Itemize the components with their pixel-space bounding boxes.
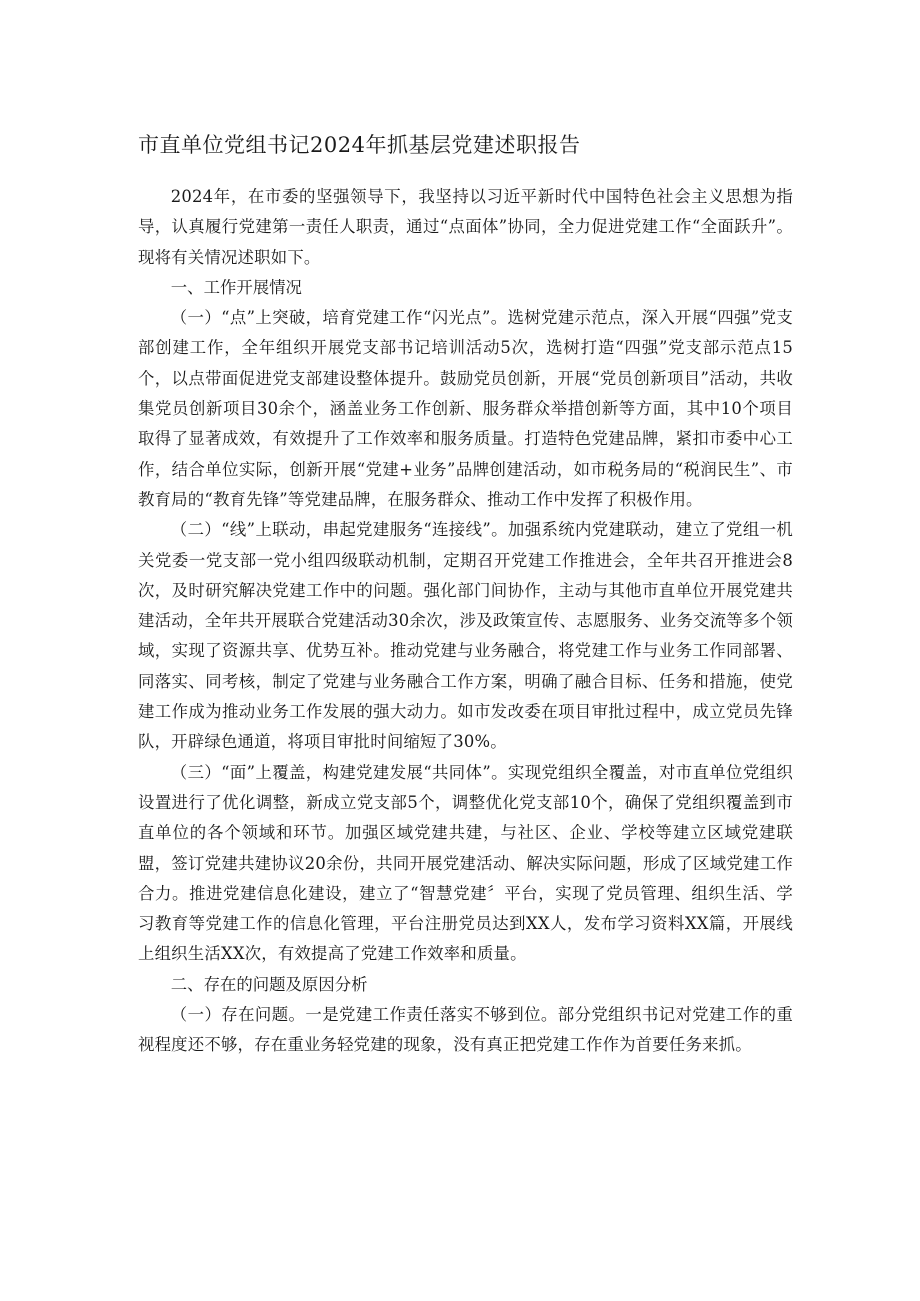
document-page [138,128,793,1061]
paragraph-line-linkage: （二）“线”上联动，串起党建服务“连接线”。加强系统内党建联动，建立了党组一机关党委一党支部一党小组四级联动机制，定期召开党建工作推进会，全年共召开推进会8次，及时研究解决党建工作中的问题。强化部门间协作，主动与其他市直单位开展党建共建活动，全年共开展联合党建活动30余次，涉及政策宣传、志愿服务、业务交流等多个领域，实现了资源共享、优势互补。推动党建与业务融合，将党建工作与业务工作同部署、同落实、同考核，制定了党建与业务融合工作方案，明确了融合目标、任务和措施，使党建工作成为推动业务工作发展的强大动力。如市发改委在项目审批过程中，成立党员先锋队，开辟绿色通道，将项目审批时间缩短了30%。 [138,520,793,752]
intro-paragraph: 2024年，在市委的坚强领导下，我坚持以习近平新时代中国特色社会主义思想为指导，认真履行党建第一责任人职责，通过“点面体”协同，全力促进党建工作“全面跃升”。现将有关情况述职如下。 [138,187,793,267]
paragraph-existing-problems: （一）存在问题。一是党建工作责任落实不够到位。部分党组织书记对党建工作的重视程度还不够，存在重业务轻党建的现象，没有真正把党建工作作为首要任务来抓。 [138,1005,793,1055]
paragraph-point-breakthrough: （一）“点”上突破，培育党建工作“闪光点”。选树党建示范点，深入开展“四强”党支部创建工作，全年组织开展党支部书记培训活动5次，选树打造“四强”党支部示范点15个，以点带面促进党支部建设整体提升。鼓励党员创新，开展“党员创新项目”活动，共收集党员创新项目30余个，涵盖业务工作创新、服务群众举措创新等方面，其中10个项目取得了显著成效，有效提升了工作效率和服务质量。打造特色党建品牌，紧扣市委中心工作，结合单位实际，创新开展“党建+业务”品牌创建活动，如市税务局的“税润民生”、市教育局的“教育先锋”等党建品牌，在服务群众、推动工作中发挥了积极作用。 [138,308,793,509]
section-heading-work: 一、工作开展情况 [170,277,302,297]
document-title: 市直单位党组书记2024年抓基层党建述职报告 [138,133,581,157]
paragraph-area-coverage: （三）“面”上覆盖，构建党建发展“共同体”。实现党组织全覆盖，对市直单位党组织设置进行了优化调整，新成立党支部5个，调整优化党支部10个，确保了党组织覆盖到市直单位的各个领域和环节。加强区域党建共建，与社区、企业、学校等建立区域党建联盟，签订党建共建协议20余份，共同开展党建活动、解决实际问题，形成了区域党建工作合力。推进党建信息化建设，建立了“智慧党建〞平台，实现了党员管理、组织生活、学习教育等党建工作的信息化管理，平台注册党员达到XX人，发布学习资料XX篇，开展线上组织生活XX次，有效提高了党建工作效率和质量。 [138,762,793,964]
section-heading-problems: 二、存在的问题及原因分析 [170,974,368,994]
